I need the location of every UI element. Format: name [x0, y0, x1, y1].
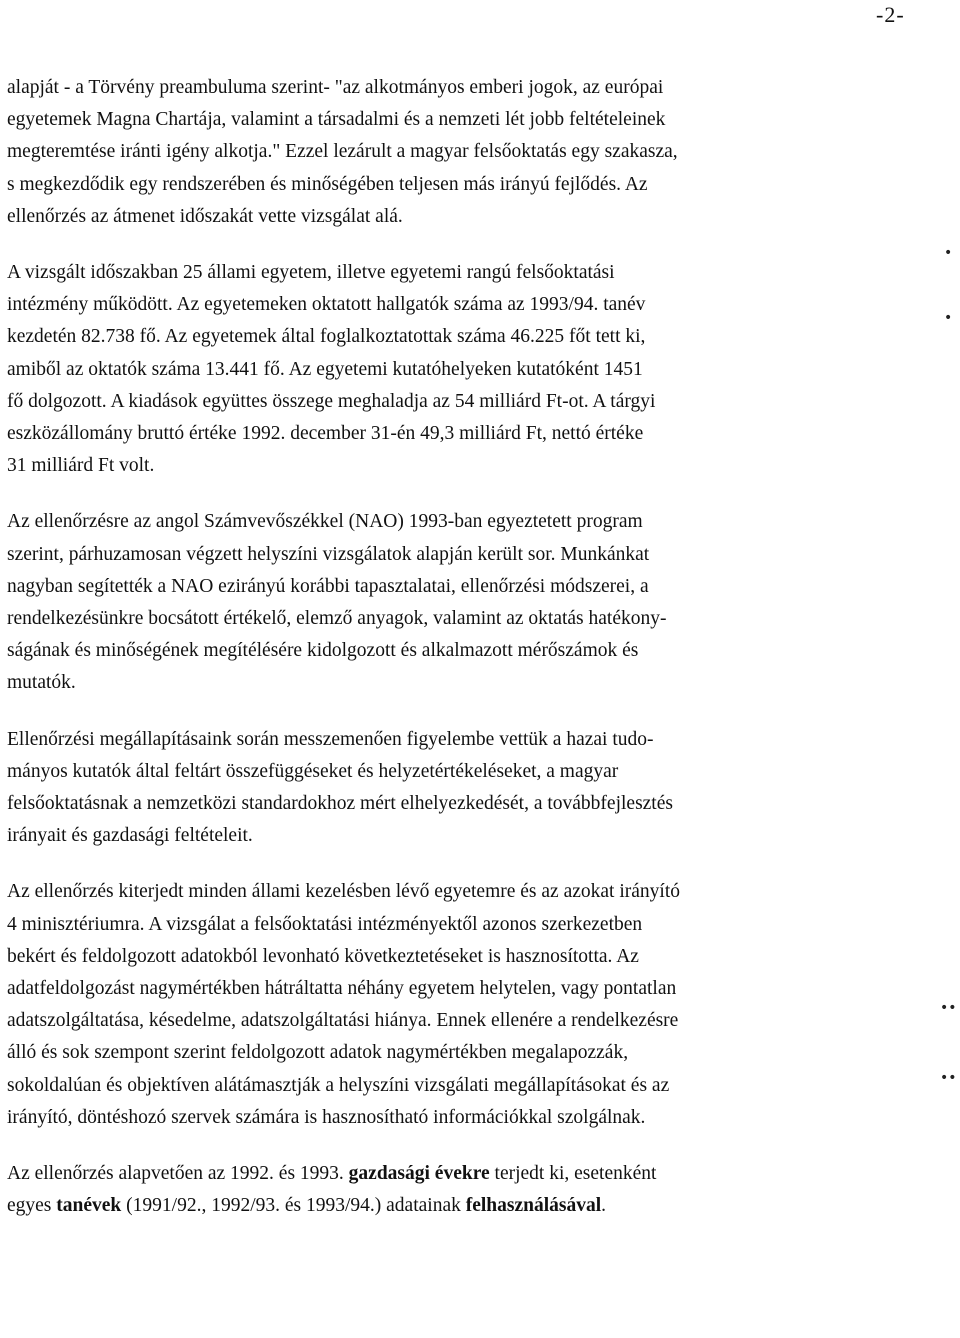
text-line: adatszolgáltatása, késedelme, adatszolgáltatási hiánya. Ennek ellenére a rendelkezésre [7, 1010, 679, 1032]
margin-mark: •• [940, 1070, 957, 1086]
paragraph-1 [7, 72, 807, 233]
text-line: 4 minisztériumra. A vizsgálat a felsőoktatási intézményektől azonos szerkezetben [7, 913, 643, 935]
text-line: bekért és feldolgozott adatokból levonható következtetéseket is hasznosította. Az [7, 945, 639, 967]
text-line: nagyban segítették a NAO ezirányú korábbi tapasztalatai, ellenőrzési módszerei, a [7, 575, 649, 597]
margin-mark: •• [940, 1000, 957, 1016]
text-line: amiből az oktatók száma 13.441 fő. Az egyetemi kutatóhelyeken kutatóként 1451 [7, 358, 643, 380]
text-line: eszközállomány bruttó értéke 1992. december 31-én 49,3 milliárd Ft, nettó értéke [7, 423, 644, 445]
margin-mark: • [944, 245, 953, 261]
text-line: ellenőrzés az átmenet időszakát vette vizsgálat alá. [7, 205, 403, 227]
text-line: kezdetén 82.738 fő. Az egyetemek által foglalkoztatottak száma 46.225 főt tett ki, [7, 326, 646, 348]
bold-term: tanévek [56, 1195, 122, 1217]
paragraph-3 [7, 506, 807, 699]
text-line: fő dolgozott. A kiadások együttes összege meghaladja az 54 milliárd Ft-ot. A tárgyi [7, 390, 656, 412]
bold-term: gazdasági évekre [348, 1163, 490, 1185]
text-line: Az ellenőrzésre az angol Számvevőszékkel (NAO) 1993-ban egyeztetett program [7, 511, 643, 533]
text-line: 31 milliárd Ft volt. [7, 455, 155, 477]
text-line: adatfeldolgozást nagymértékben hátráltatta néhány egyetem helytelen, vagy pontatlan [7, 978, 677, 1000]
document-body [7, 72, 807, 1247]
page-number: -2- [876, 2, 905, 27]
text-run: (1991/92., 1992/93. és 1993/94.) adatainak [121, 1195, 466, 1217]
text-line: Ellenőrzési megállapításaink során messzemenően figyelembe vettük a hazai tudo- [7, 728, 654, 750]
text-line: sokoldalúan és objektíven alátámasztják a helyszíni vizsgálati megállapításokat és az [7, 1074, 670, 1096]
text-run: . [601, 1195, 607, 1217]
paragraph-6 [7, 1158, 807, 1222]
text-run: terjedt ki, esetenként [489, 1163, 657, 1185]
margin-mark: • [944, 310, 953, 326]
text-line: rendelkezésünkre bocsátott értékelő, elemző anyagok, valamint az oktatás hatékony- [7, 608, 667, 630]
text-line: intézmény működött. Az egyetemeken oktatott hallgatók száma az 1993/94. tanév [7, 294, 646, 316]
text-line: egyetemek Magna Chartája, valamint a társadalmi és a nemzeti lét jobb feltételeinek [7, 109, 666, 131]
bold-term: felhasználásával [465, 1195, 602, 1217]
text-line [7, 1190, 807, 1222]
text-line: s megkezdődik egy rendszerében és minőségében teljesen más irányú fejlődés. Az [7, 173, 648, 195]
text-line: felsőoktatásnak a nemzetközi standardokhoz mért elhelyezkedését, a továbbfejlesztés [7, 793, 673, 815]
paragraph-4 [7, 724, 807, 853]
paragraph-2 [7, 257, 807, 482]
text-line: álló és sok szempont szerint feldolgozott adatok nagymértékben megalapozzák, [7, 1042, 629, 1064]
text-run: Az ellenőrzés alapvetően az 1992. és 1993. [7, 1163, 349, 1185]
text-run: egyes [7, 1195, 57, 1217]
text-line [7, 1158, 807, 1190]
text-line: mutatók. [7, 672, 76, 694]
text-line: A vizsgált időszakban 25 állami egyetem, illetve egyetemi rangú felsőoktatási [7, 262, 615, 284]
text-line: alapját - a Törvény preambuluma szerint- "az alkotmányos emberi jogok, az európai [7, 77, 664, 98]
text-line: ságának és minőségének megítélésére kidolgozott és alkalmazott mérőszámok és [7, 640, 639, 662]
text-line: szerint, párhuzamosan végzett helyszíni vizsgálatok alapján került sor. Munkánkat [7, 543, 650, 565]
text-line: irányait és gazdasági feltételeit. [7, 825, 253, 847]
text-line: megteremtése iránti igény alkotja." Ezzel lezárult a magyar felsőoktatás egy szakasza, [7, 141, 678, 163]
text-line: mányos kutatók által feltárt összefüggéseket és helyzetértékeléseket, a magyar [7, 760, 619, 782]
paragraph-5 [7, 876, 807, 1134]
text-line: Az ellenőrzés kiterjedt minden állami kezelésben lévő egyetemre és az azokat irányító [7, 881, 680, 903]
text-line: irányító, döntéshozó szervek számára is hasznosítható információkkal szolgálnak. [7, 1106, 646, 1128]
